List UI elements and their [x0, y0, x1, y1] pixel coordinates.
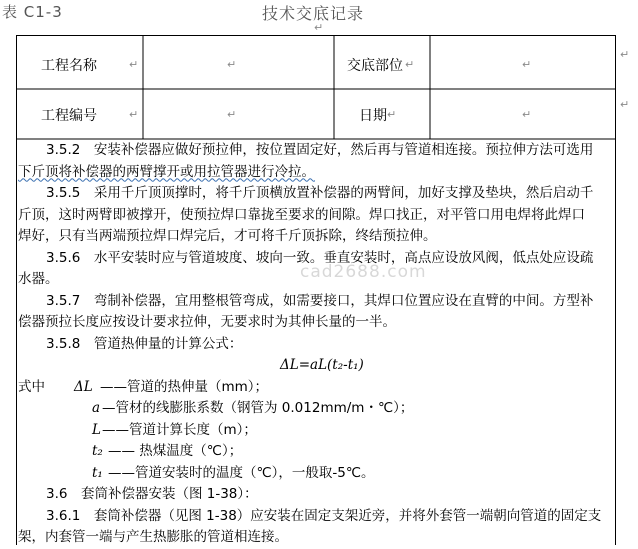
paragraph-mark: ↵	[405, 58, 415, 71]
paragraph-mark: ↵	[129, 58, 139, 71]
formula: ΔL=aL(t₂-t₁)	[280, 357, 364, 373]
definition-text: ——管道的热伸量（mm）；	[100, 378, 269, 395]
definition-text: —— 热煤温度（℃）；	[108, 443, 243, 459]
formula-row	[18, 355, 618, 377]
definition-dl	[18, 377, 618, 399]
handover-content: 3.5.2 安装补偿器应做好预拉伸，按位置固定好，然后再与管道相连接。预拉伸方法可选用 下斤顶将补偿器的两臂撑开或用拉管器进行冷拉。 3.5.5 采用千斤顶顶撑时，将千斤顶横放置补偿器的两臂间，加好支撑及垫块，然后启动千 斤顶，这时两臂即被撑开，使预拉焊口靠拢至要求的间隙。焊口找正，对平管口用电焊将此焊口 焊好，只有当两端预拉焊口焊完后，才可将千斤顶拆除，终结预拉伸。 3.5.6 水平安装时应与管道坡度、坡向一致。垂直安装时，高点应设放风阀，低点处应设疏 水器。 3.5.7 弯制补偿器，宜用整根管弯成，如需要接口，其焊口位置应设在直臂的中间。方型补 偿器预拉长度应按设计要求拉伸，无要求时为其伸长量的一半。 3.5.8 管道热伸量的计算公式： ΔL=aL(t₂-t₁) 式中 ΔL ——管道的热伸量（mm）； a —管材的线膨胀系数（钢管为 0.012mm/m・℃）； L ——管道计算长度（m）； t₂ —— 热煤温度（℃）； t₁ ——管道安装时的温度（℃），一般取-5℃。 3.6 套筒补偿器安装（图 1-38）： 3.6.1 套筒补偿器（见图 1-38）应安装在固定支架近旁，并将外套管一端朝向管道的固定支 架，内套管一端与产生热膨胀的管道相连接。	[18, 140, 618, 549]
paragraph-mark: ↵	[522, 58, 532, 71]
definition-l	[18, 420, 618, 442]
paragraph-mark: ↵	[620, 48, 630, 61]
paragraph-mark: ↵	[227, 58, 237, 71]
definition-text: ——管道计算长度（m）；	[102, 421, 257, 438]
definition-t1	[18, 463, 618, 485]
paragraph-mark: ↵	[620, 98, 630, 111]
project-number-label: 工程编号	[41, 108, 97, 124]
watermark: cad2688.com	[300, 262, 427, 282]
paragraph-3-5-2-cont: 下斤顶将补偿器的两臂撑开或用拉管器进行冷拉。	[18, 163, 315, 180]
date-label: 日期	[359, 108, 387, 124]
paragraph-3-5-7: 3.5.7 弯制补偿器，宜用整根管弯成，如需要接口，其焊口位置应设在直臂的中间。方型补	[46, 292, 594, 309]
document-title: 技术交底记录	[262, 4, 365, 23]
symbol-l: L	[92, 421, 101, 438]
definition-t2	[18, 441, 618, 463]
project-name-label: 工程名称	[41, 58, 97, 74]
paragraph-3-5-8: 3.5.8 管道热伸量的计算公式：	[46, 335, 243, 352]
paragraph-mark: ↵	[387, 108, 397, 121]
paragraph-mark: ↵	[227, 108, 237, 121]
paragraph-mark: ↵	[129, 108, 139, 121]
symbol-t2: t₂	[92, 443, 103, 459]
paragraph-3-5-6: 3.5.6 水平安装时应与管道坡度、坡向一致。垂直安装时，高点应设放风阀，低点处应设疏	[46, 249, 594, 266]
definition-text: —管材的线膨胀系数（钢管为 0.012mm/m・℃）；	[102, 400, 414, 416]
paragraph-3-6-1: 3.6.1 套筒补偿器（见图 1-38）应安装在固定支架近旁，并将外套管一端朝向管道的固定支	[46, 507, 602, 524]
section-3-6: 3.6 套筒补偿器安装（图 1-38）：	[46, 486, 258, 502]
handover-location-label: 交底部位	[347, 58, 403, 74]
symbol-a: a	[92, 400, 101, 416]
form-code: 表 C1-3	[2, 3, 63, 21]
paragraph-3-5-2: 3.5.2 安装补偿器应做好预拉伸，按位置固定好，然后再与管道相连接。预拉伸方法可选用	[46, 142, 594, 158]
paragraph-3-5-5: 3.5.5 采用千斤顶顶撑时，将千斤顶横放置补偿器的两臂间，加好支撑及垫块，然后启动千	[46, 185, 594, 201]
definition-lead: 式中	[18, 378, 45, 395]
paragraph-mark: ↵	[522, 108, 532, 121]
definition-text: ——管道安装时的温度（℃），一般取-5℃。	[108, 464, 375, 481]
paragraph-mark: ↵	[314, 21, 324, 34]
symbol-t1: t₁	[92, 464, 103, 481]
symbol-delta-l: ΔL	[74, 378, 93, 395]
definition-a	[18, 398, 618, 420]
